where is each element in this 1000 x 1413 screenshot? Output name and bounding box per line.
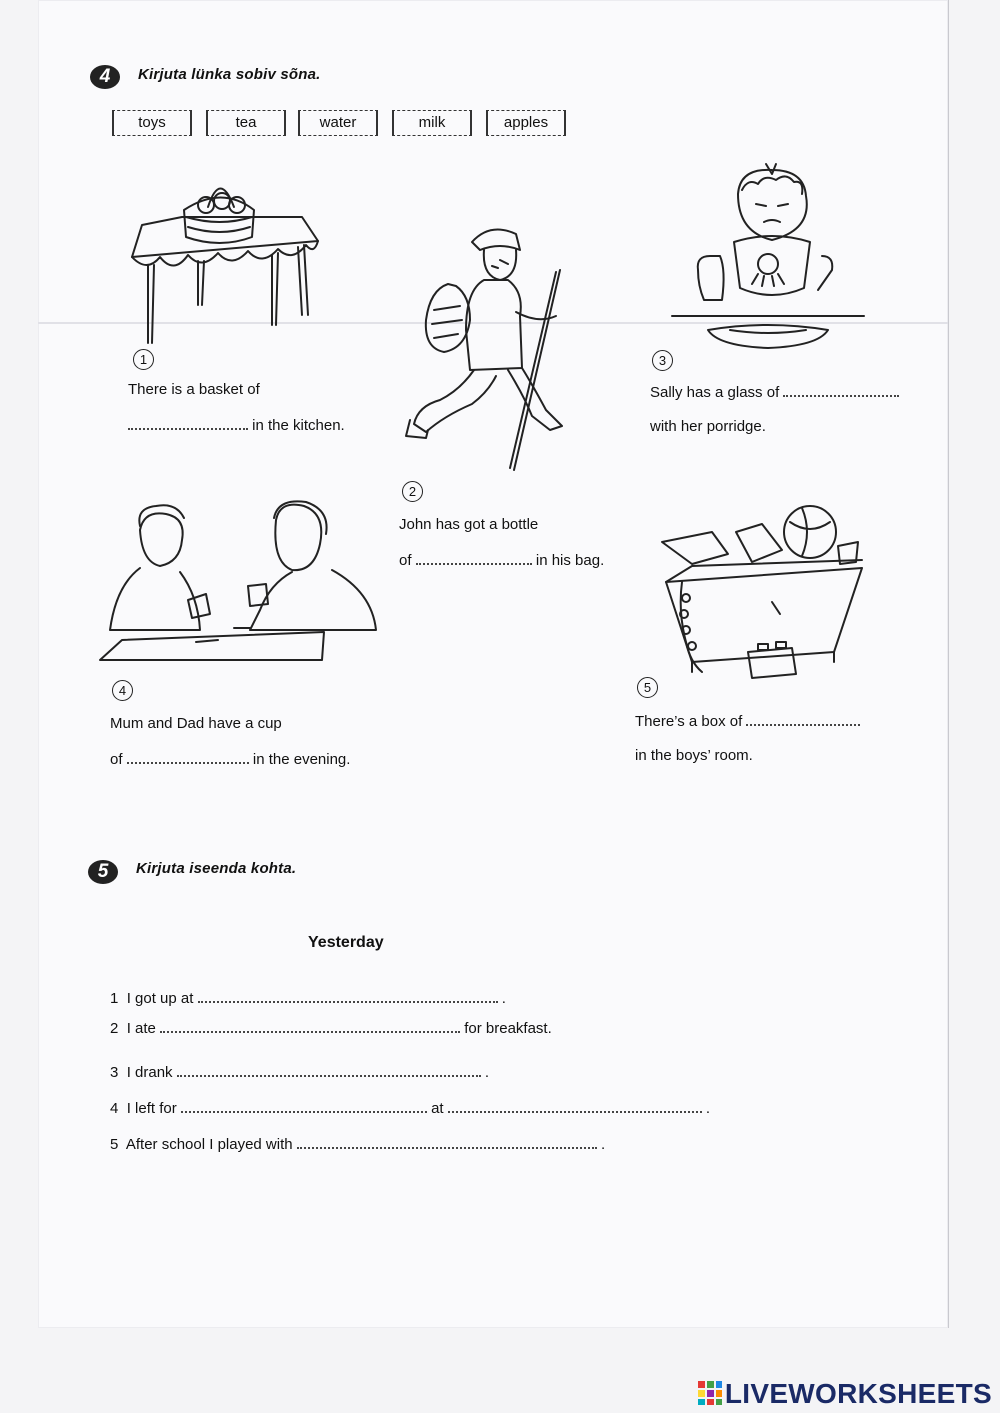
item-5-line-1-text: There’s a box of [635,713,743,730]
yesterday-line-1 [110,989,506,1007]
yesterday-line-2-end: for breakfast. [464,1020,552,1037]
exercise-5-heading: Kirjuta iseenda kohta. [136,860,297,877]
item-5-line-2: in the boys’ room. [635,747,753,764]
yesterday-line-1-number: 1 [110,990,119,1007]
item-3-line-1-text: Sally has a glass of [650,384,780,401]
yesterday-line-3-number: 3 [110,1064,119,1081]
yesterday-line-4-blank-place[interactable] [181,1099,427,1113]
item-4-line-2 [110,750,350,768]
item-3-answer-blank[interactable] [783,383,899,397]
brand-name: LIVEWORKSHEETS [724,1378,992,1409]
exercise-5-badge: 5 [88,860,118,884]
yesterday-line-4-mid: at [431,1100,444,1117]
item-4-line-2-pre: of [110,751,123,768]
item-5-line-1 [635,712,860,730]
yesterday-line-5-blank[interactable] [297,1135,597,1149]
exercise-5-title: Yesterday [308,934,384,951]
yesterday-line-3-end: . [484,1064,490,1081]
exercise-4-heading: Kirjuta lünka sobiv sõna. [138,66,321,83]
yesterday-line-3 [110,1063,489,1081]
yesterday-line-2-blank[interactable] [160,1019,460,1033]
item-4-line-2-text: in the evening. [252,751,351,768]
yesterday-line-5 [110,1135,605,1153]
girl-porridge-illustration [668,160,868,355]
item-1-line-1: There is a basket of [128,381,260,398]
liveworksheets-logo [697,1378,992,1410]
item-1-line-2-text: in the kitchen. [252,417,345,434]
item-number-2: 2 [402,481,423,502]
yesterday-line-2-text: I ate [126,1020,156,1037]
yesterday-line-3-text: I drank [126,1064,173,1081]
brand-grid-icon [697,1380,723,1406]
item-number-4: 4 [112,680,133,701]
yesterday-line-3-blank[interactable] [177,1063,481,1077]
item-2-line-2 [399,551,604,569]
toy-box-illustration [652,502,872,697]
yesterday-line-5-text: After school I played with [125,1136,293,1153]
item-3-line-1 [650,383,899,401]
item-3-line-2: with her porridge. [650,418,766,435]
item-4-line-1: Mum and Dad have a cup [110,715,282,732]
yesterday-line-2-number: 2 [110,1020,119,1037]
word-bank-toys: toys [112,110,192,136]
word-bank-apples: apples [486,110,566,136]
hiking-boy-illustration [400,220,600,470]
word-bank-milk: milk [392,110,472,136]
exercise-4-badge: 4 [90,65,120,89]
yesterday-line-1-text: I got up at [126,990,194,1007]
item-number-3: 3 [652,350,673,371]
yesterday-line-5-end: . [600,1136,606,1153]
item-2-line-2-pre: of [399,552,412,569]
item-2-answer-blank[interactable] [416,551,532,565]
item-2-line-1: John has got a bottle [399,516,539,533]
yesterday-line-4-end: . [705,1100,711,1117]
item-number-1: 1 [133,349,154,370]
yesterday-line-5-number: 5 [110,1136,119,1153]
yesterday-line-4-text: I left for [126,1100,177,1117]
item-1-line-2 [128,416,345,434]
yesterday-line-2 [110,1019,552,1037]
item-2-line-2-text: in his bag. [535,552,605,569]
item-5-answer-blank[interactable] [746,712,860,726]
item-4-answer-blank[interactable] [127,750,249,764]
word-bank-tea: tea [206,110,286,136]
yesterday-line-4-number: 4 [110,1100,119,1117]
yesterday-line-4 [110,1099,710,1117]
yesterday-line-1-blank[interactable] [198,989,498,1003]
item-1-answer-blank[interactable] [128,416,248,430]
parents-tea-illustration [100,500,390,670]
word-bank-water: water [298,110,378,136]
item-number-5: 5 [637,677,658,698]
table-basket-illustration [122,165,322,355]
yesterday-line-1-end: . [501,990,506,1007]
yesterday-line-4-blank-time[interactable] [448,1099,702,1113]
